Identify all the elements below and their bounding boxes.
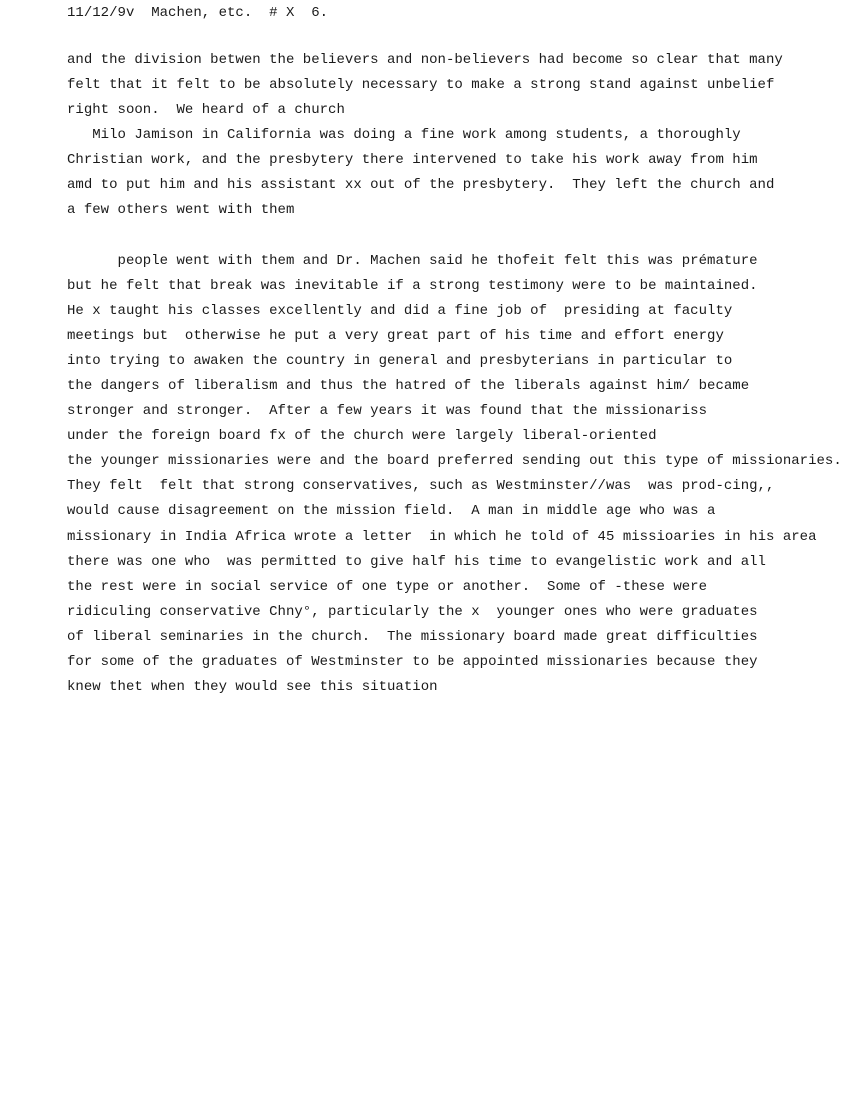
text-line: meetings but otherwise he put a very great part of his time and effort energy — [67, 327, 724, 344]
text-line: knew thet when they would see this situation — [67, 679, 438, 695]
page-header: 11/12/9v Machen, etc. # X 6. — [67, 5, 329, 21]
text-line: the rest were in social service of one type or another. Some of -these were — [67, 578, 708, 595]
text-line: right soon. We heard of a church — [67, 102, 345, 119]
text-line: there was one who was permitted to give half his time to evangelistic work and all — [67, 553, 766, 570]
text-line: but he felt that break was inevitable if a strong testimony were to be maintained. — [67, 277, 758, 294]
text-line: the younger missionaries were and the board preferred sending out this type of missionaries. — [67, 453, 842, 470]
text-line: into trying to awaken the country in general and presbyterians in particular to — [67, 352, 733, 369]
text-line: a few others went with them — [67, 202, 295, 219]
line-start: missionary in — [67, 528, 185, 545]
text-line: Milo Jamison in California was doing a fine work among students, a thoroughly — [67, 127, 741, 144]
text-line: the dangers of liberalism and thus the hatred of the liberals against him/ became — [67, 378, 750, 395]
text-line: They felt felt that strong conservatives, such as Westminster//was was prod-cing,, — [67, 478, 775, 495]
text-line: of liberal seminaries in the church. The missionary board made great difficulties — [67, 628, 758, 645]
text-line: He x taught his classes excellently and did a fine job of presiding at faculty — [67, 302, 733, 319]
text-line: people went with them and Dr. Machen said he thofeit felt this was prémature — [67, 252, 758, 269]
struck-word: Africa — [235, 528, 286, 545]
text-line-with-insertion — [67, 527, 817, 547]
text-line: amd to put him and his assistant xx out of the presbytery. They left the church and — [67, 177, 775, 194]
text-line: would cause disagreement on the mission field. A man in middle age who was a — [67, 503, 716, 520]
text-line: for some of the graduates of Westminster to be appointed missionaries because they — [67, 653, 758, 670]
text-line: Christian work, and the presbytery there intervened to take his work away from him — [67, 152, 758, 169]
text-line: under the foreign board fx of the church were largely liberal-oriented — [67, 428, 657, 445]
text-line: ridiculing conservative Chny°, particularly the x younger ones who were graduates — [67, 603, 758, 620]
text-line: and the division betwen the believers and non-believers had become so clear that many — [67, 52, 783, 68]
line-end: wrote a letter in which he told of 45 missioaries in his area — [285, 528, 817, 545]
text-line: felt that it felt to be absolutely necessary to make a strong stand against unbelief — [67, 77, 775, 94]
text-line: stronger and stronger. After a few years it was found that the missionariss — [67, 403, 708, 420]
handwritten-insertion: India — [184, 528, 228, 545]
